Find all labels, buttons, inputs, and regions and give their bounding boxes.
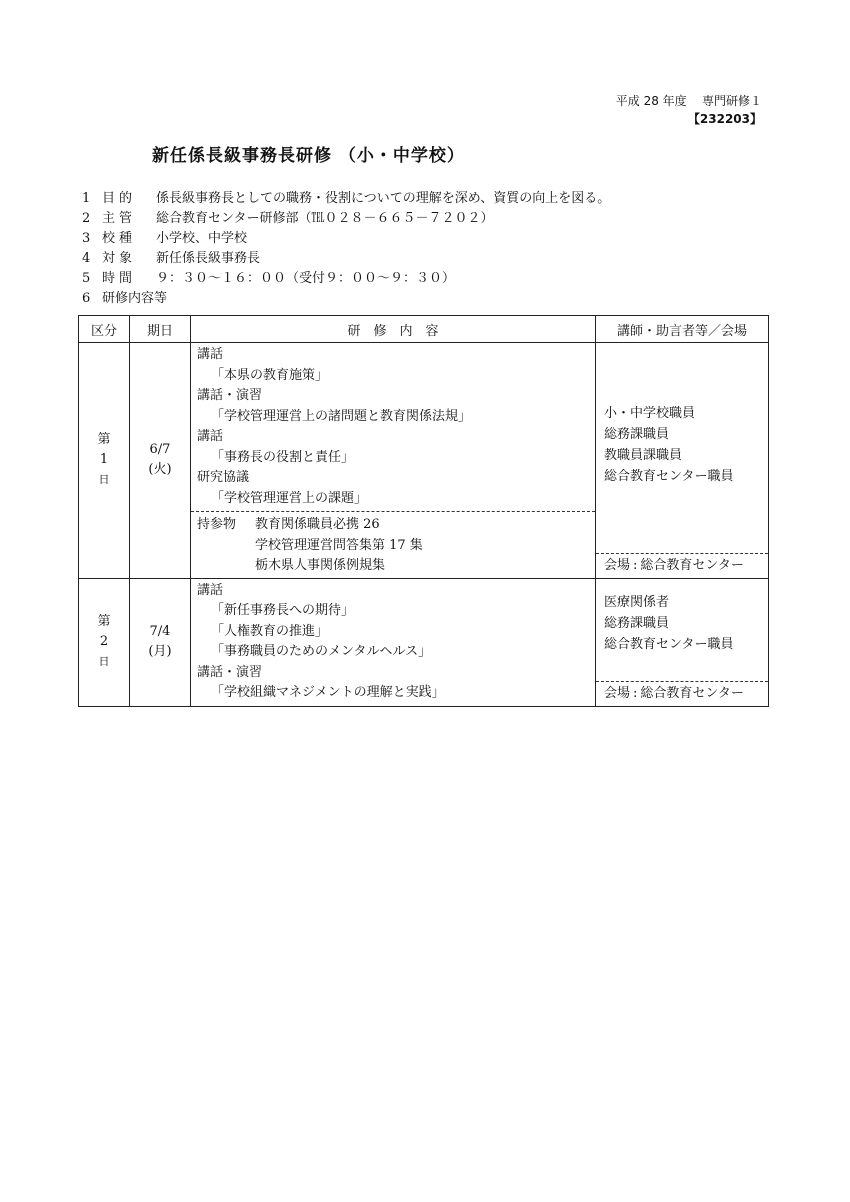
header-content: 研 修 内 容 [191,316,596,343]
content-day-2 [191,578,596,706]
instructor-day-1 [596,343,769,579]
program-list [191,579,595,706]
schedule-table [78,315,769,707]
instructor-list [604,592,733,655]
session-topic: 「新任事務長への期待」 [211,603,355,618]
weekday-value: (月) [148,644,172,659]
venue: 会場 : 総合教育センター [596,681,768,706]
session-category: 講話 [197,429,224,444]
table-header-row [79,316,769,343]
date-day-1 [130,343,191,579]
header-instructor: 講師・助言者等／会場 [596,316,769,343]
overview-item-target: 4 対象 新任係長級事務長 [82,251,261,266]
overview-item-purpose: 1 目的 係長級事務長としての職務・役割についての理解を深め、資質の向上を図る。 [82,191,611,206]
instructor-item: 教職員課職員 [604,448,683,463]
header-division: 区分 [79,316,130,343]
session-category: 講話・演習 [197,664,263,680]
table-row-day-1 [79,343,769,579]
items-to-bring [191,511,595,578]
fiscal-year: 平成 28 年度 [615,94,687,108]
overview-list [82,189,610,309]
session-topic: 「本県の教育施策」 [211,367,329,383]
session-topic: 「事務職員のためのメンタルヘルス」 [211,644,432,659]
session-category: 講話・演習 [197,388,263,403]
division-day-1: 第 1 日 [79,343,130,579]
session-category: 講話 [197,347,224,362]
table-row-day-2 [79,578,769,706]
instructor-item: 医療関係者 [604,594,670,610]
item-to-bring: 教育関係職員必携 26 [255,517,380,532]
venue-value: 総合教育センター [640,557,744,573]
date-day-2 [130,578,191,706]
overview-item-school-type: 3 校種 小学校、中学校 [82,231,248,246]
overview-item-time: 5 時間 ９：３０～１６：００（受付９：００～９：３０） [82,271,456,286]
instructor-list [604,403,733,487]
session-category: 研究協議 [197,470,250,485]
session-topic: 「人権教育の推進」 [211,623,329,639]
instructor-day-2 [596,578,769,706]
division-day-2: 第 2 日 [79,578,130,706]
session-topic: 「学校管理運営上の諸問題と教育関係法規」 [211,408,472,424]
item-to-bring: 栃木県人事関係例規集 [255,558,386,573]
instructor-item: 総合教育センター職員 [604,469,734,484]
instructor-item: 総務課職員 [604,427,670,442]
content-day-1 [191,343,596,579]
instructor-item: 小・中学校職員 [604,406,696,421]
overview-item-contents: 6 研修内容等 [82,291,168,306]
venue-value: 総合教育センター [640,685,744,701]
weekday-value: (火) [148,462,172,478]
document-header-line [616,92,762,109]
items-label: 持参物 [197,517,237,532]
date-value: 6/7 [149,442,171,458]
instructor-item: 総務課職員 [604,615,670,631]
session-topic: 「学校管理運営上の課題」 [211,490,368,506]
item-to-bring: 学校管理運営問答集第 17 集 [255,537,423,553]
venue: 会場 : 総合教育センター [596,553,768,578]
instructor-item: 総合教育センター職員 [604,636,734,652]
training-category: 専門研修１ [701,94,762,108]
program-list [191,343,595,511]
page-title: 新任係長級事務長研修 （小・中学校） [152,146,465,166]
venue-label: 会場 [604,685,631,701]
session-topic: 「学校組織マネジメントの理解と実践」 [211,685,445,700]
overview-item-organizer: 2 主管 総合教育センター研修部（℡０２８－６６５－７２０２） [82,211,494,226]
header-date: 期日 [130,316,191,343]
date-value: 7/4 [149,624,171,639]
venue-label: 会場 [604,557,631,573]
session-category: 講話 [197,582,224,598]
training-code: 【232203】 [687,112,762,126]
session-topic: 「事務長の役割と責任」 [211,449,355,465]
